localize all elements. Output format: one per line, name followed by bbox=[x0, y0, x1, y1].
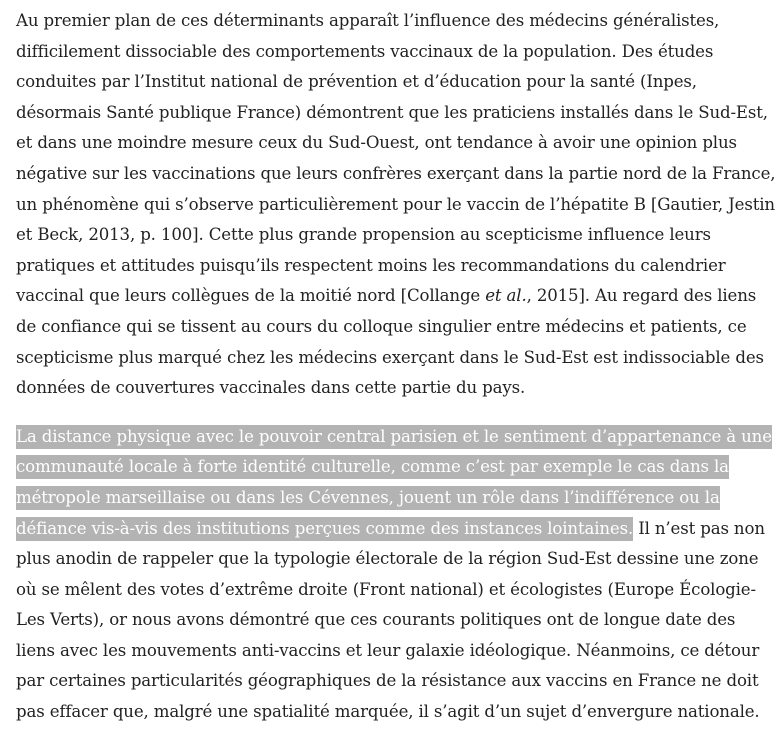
article-body bbox=[16, 6, 778, 728]
highlighted-text-selection[interactable]: La distance physique avec le pouvoir central parisien et le sentiment d’appartenance à une communauté locale à forte identité culturelle, comme c’est par exemple le cas dans la métropole marseillaise ou dans les Cévennes, jouent un rôle dans l’indifférence ou la défiance vis-à-vis des institutions perçues comme des instances lointaines. bbox=[16, 425, 772, 541]
paragraph-distance-and-identity bbox=[16, 422, 778, 728]
paragraph1-text-b: , 2015]. Au regard des liens de confiance qui se tissent au cours du colloque singulier entre médecins et patients, ce scepticisme plus marqué chez les médecins exerçant dans le Sud-Est est indissociable des données de couvertures vaccinales dans cette partie du pays. bbox=[16, 286, 764, 398]
paragraph1-text-a: Au premier plan de ces déterminants apparaît l’influence des médecins généralistes, difficilement dissociable des comportements vaccinaux de la population. Des études conduites par l’Institut national de prévention et d’éducation pour la santé (Inpes, désormais Santé publique France) démontrent que les praticiens installés dans le Sud-Est, et dans une moindre mesure ceux du Sud-Ouest, ont tendance à avoir une opinion plus négative sur les vaccinations que leurs confrères exerçant dans la partie nord de la France, un phénomène qui s’observe particulièrement pour le vaccin de l’hépatite B [Gautier, Jestin et Beck, 2013, p. 100]. Cette plus grande propension au scepticisme influence leurs pratiques et attitudes puisqu’ils respectent moins les recommandations du calendrier vaccinal que leurs collègues de la moitié nord [Collange bbox=[16, 11, 776, 306]
paragraph-general-practitioners bbox=[16, 6, 778, 404]
paragraph1-citation-italic: et al. bbox=[485, 286, 527, 306]
paragraph2-rest: Il n’est pas non plus anodin de rappeler que la typologie électorale de la région Sud-Est dessine une zone où se mêlent des votes d’extrême droite (Front national) et écologistes (Europe Écologie-Les Verts), or nous avons démontré que ces courants politiques ont de longue date des liens avec les mouvements anti-vaccins et leur galaxie idéologique. Néanmoins, ce détour par certaines particularités géographiques de la résistance aux vaccins en France ne doit pas effacer que, malgré une spatialité marquée, il s’agit d’un sujet d’envergure nationale. bbox=[16, 518, 765, 722]
